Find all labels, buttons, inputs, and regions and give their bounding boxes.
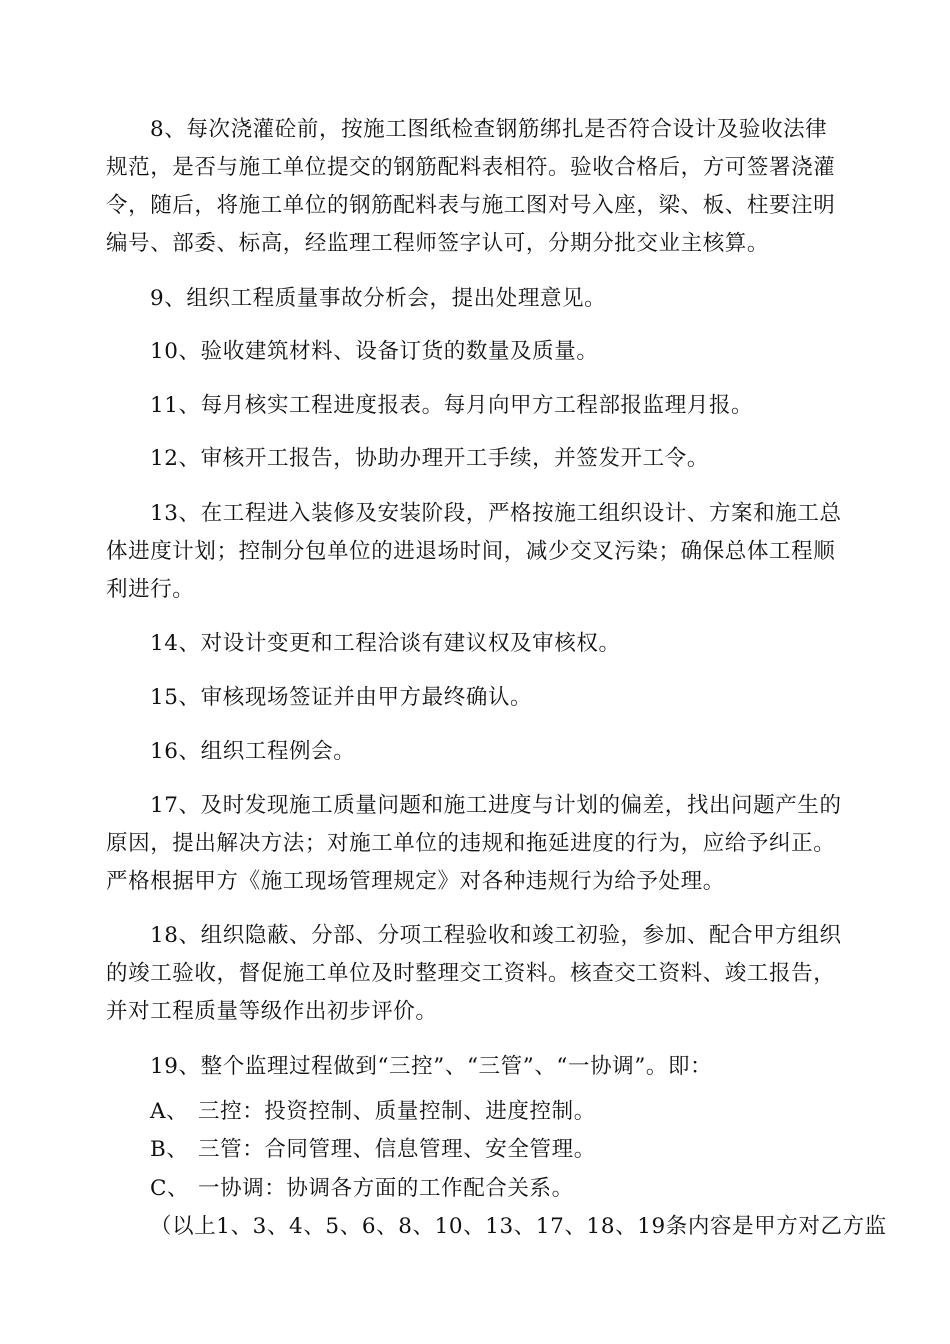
sub-item-marker: C、 — [150, 1176, 190, 1201]
list-item-12: 12、审核开工报告，协助办理开工手续，并签发开工令。 — [150, 446, 709, 471]
sub-item-text: 三管：合同管理、信息管理、安全管理。 — [198, 1137, 596, 1162]
sub-item-c — [150, 1175, 895, 1203]
list-item-19: 19、整个监理过程做到“三控”、“三管”、“一协调”。即： — [150, 1054, 713, 1079]
note-line: （以上1、3、4、5、6、8、10、13、17、18、19条内容是甲方对乙方监 — [150, 1214, 887, 1239]
paragraph-line: 的竣工验收，督促施工单位及时整理交工资料。核查交工资料、竣工报告， — [106, 961, 836, 986]
paragraph-line: 18、组织隐蔽、分部、分项工程验收和竣工初验，参加、配合甲方组织 — [150, 923, 842, 948]
paragraph-line: 13、在工程进入装修及安装阶段，严格按施工组织设计、方案和施工总 — [150, 501, 842, 526]
sub-item-text: 三控：投资控制、质量控制、进度控制。 — [198, 1099, 596, 1124]
paragraph-line: 令，随后，将施工单位的钢筋配料表与施工图对号入座，梁、板、柱要注明 — [106, 193, 836, 218]
paragraph-line: 8、每次浇灌砼前，按施工图纸检查钢筋绑扎是否符合设计及验收法律 — [150, 117, 828, 142]
sub-item-text: 一协调：协调各方面的工作配合关系。 — [198, 1176, 574, 1201]
list-item-9: 9、组织工程质量事故分析会，提出处理意见。 — [150, 286, 607, 311]
paragraph-line: 并对工程质量等级作出初步评价。 — [106, 999, 438, 1024]
paragraph-line: 利进行。 — [106, 577, 195, 602]
paragraph-line: 编号、部委、标高，经监理工程师签字认可，分期分批交业主核算。 — [106, 231, 770, 256]
list-item-11: 11、每月核实工程进度报表。每月向甲方工程部报监理月报。 — [150, 393, 754, 418]
sub-item-b — [150, 1136, 895, 1164]
paragraph-line: 规范，是否与施工单位提交的钢筋配料表相符。验收合格后，方可签署浇灌 — [106, 155, 836, 180]
list-item-15: 15、审核现场签证并由甲方最终确认。 — [150, 685, 533, 710]
paragraph-line: 原因，提出解决方法；对施工单位的违规和拖延进度的行为，应给予纠正。 — [106, 831, 836, 856]
list-item-10: 10、验收建筑材料、设备订货的数量及质量。 — [150, 339, 599, 364]
paragraph-line: 体进度计划；控制分包单位的进退场时间，减少交叉污染；确保总体工程顺 — [106, 539, 836, 564]
list-item-14: 14、对设计变更和工程洽谈有建议权及审核权。 — [150, 631, 621, 656]
sub-item-a — [150, 1098, 895, 1126]
sub-item-marker: A、 — [150, 1099, 189, 1124]
paragraph-line: 17、及时发现施工质量问题和施工进度与计划的偏差，找出问题产生的 — [150, 793, 842, 818]
list-item-16: 16、组织工程例会。 — [150, 739, 356, 764]
sub-item-marker: B、 — [150, 1137, 189, 1162]
paragraph-line: 严格根据甲方《施工现场管理规定》对各种违规行为给予处理。 — [106, 869, 725, 894]
